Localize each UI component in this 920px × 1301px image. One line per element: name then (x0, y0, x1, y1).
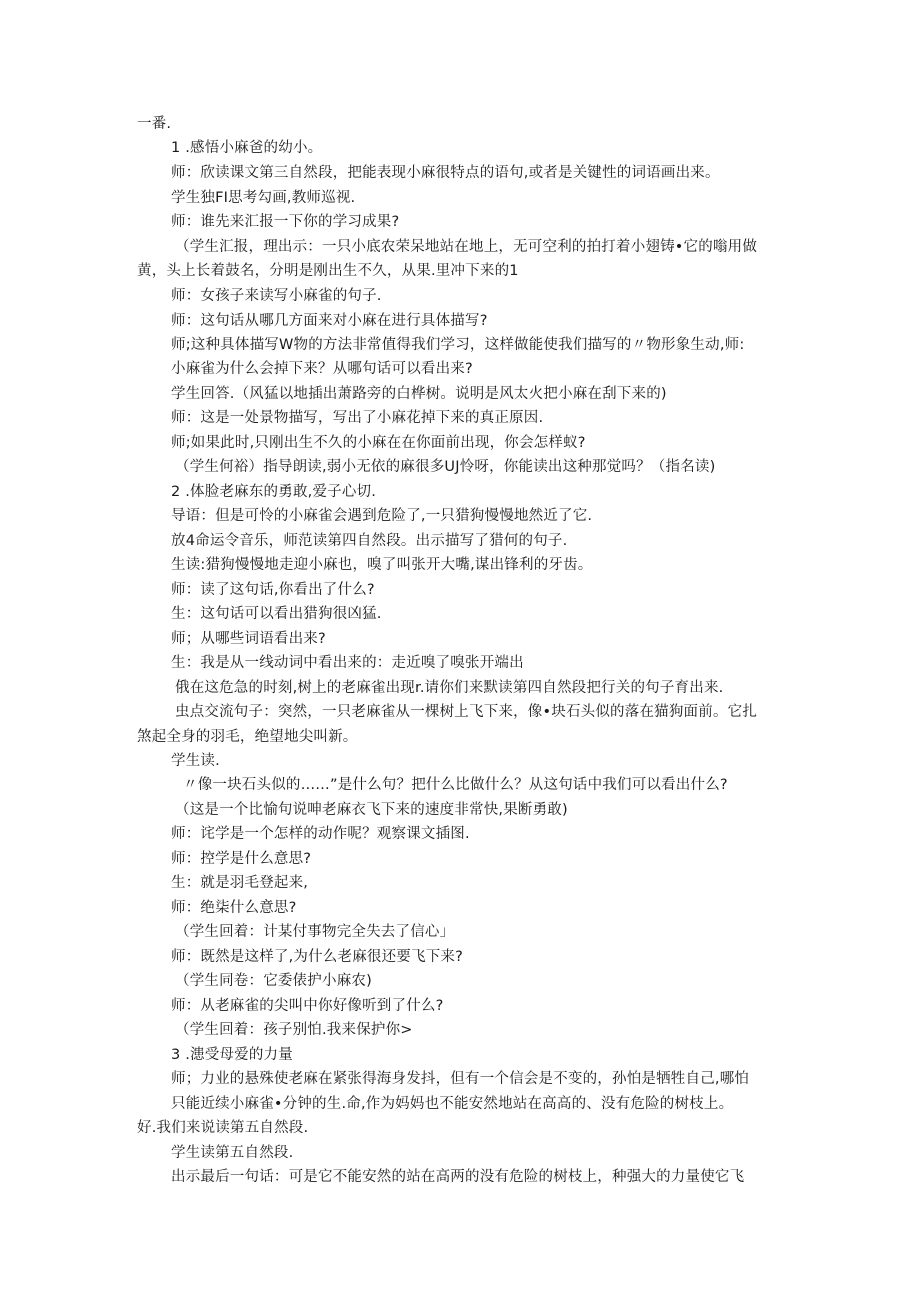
text-line: 学生独FI思考勾画,教师巡视. (171, 190, 356, 206)
text-line: 小麻雀为什么会掉下来？从哪句话可以看出来? (171, 361, 473, 377)
section-heading: 1 .感悟小麻爸的幼小。 (171, 140, 323, 156)
text-line: 师：谁先来汇报一下你的学习成果? (171, 214, 400, 230)
text-line: （学生同卷：它委俵护小麻农) (175, 973, 372, 989)
text-line: 放4命运令音乐，师范读第四自然段。出示描写了猎何的句子. (171, 533, 568, 549)
text-line: （学生何裕）指导朗读,弱小无依的麻很多UJ怜呀，你能读出这种那觉吗？（指名读) (175, 459, 716, 475)
text-line: 师;这种具体描写W物的方法非常值得我们学习，这样做能使我们描写的〃物形象生动,师: (171, 337, 745, 353)
text-line: 师；从哪些词语看出来? (171, 631, 326, 647)
text-line: 师;如果此时,只刚出生不久的小麻在在你面前出现，你会怎样蚁? (171, 435, 586, 451)
text-line: 师；力业的悬殊使老麻在紧张得海身发抖，但有一个信会是不变的，孙怕是牺牲自己,哪怕 (171, 1071, 750, 1087)
text-line: 出示最后一句话：可是它不能安然的站在高两的没有危险的树枝上，种强大的力量使它飞 (171, 1169, 745, 1185)
text-line: 黄，头上长着鼓名，分明是刚出生不久，从果.里冲下来的1 (137, 263, 519, 279)
text-line: 导语：但是可怜的小麻雀会遇到危险了,一只猎狗慢慢地然近了它. (171, 508, 593, 524)
text-line: 学生读第五自然段. (171, 1145, 294, 1161)
text-line: 师：控学是什么意思? (171, 851, 312, 867)
text-line: 师：从老麻雀的尖叫中你好像听到了什么? (171, 998, 444, 1014)
text-line: 生：我是从一线动词中看出来的：走近嗅了嗅张开端出 (171, 655, 524, 671)
text-line: 好.我们来说读第五自然段. (137, 1120, 309, 1136)
text-line: 师：既然是这样了,为什么老麻很还要飞下来? (171, 949, 464, 965)
text-line: 只能近续小麻雀•分钟的生.命,作为妈妈也不能安然地站在高高的、没有危险的树枝上。 (171, 1096, 734, 1112)
section-heading: 3 .漶受母爱的力量 (171, 1047, 293, 1063)
text-line: 生：这句话可以看出猎狗很凶猛. (171, 606, 382, 622)
section-heading: 2 .体脸老麻东的勇敢,爱子心切. (171, 484, 377, 500)
text-line: 师：诧学是一个怎样的动作呢？观察课文插图. (171, 826, 470, 842)
text-line: 煞起全身的羽毛，绝望地尖叫新。 (137, 729, 358, 745)
text-line: （学生汇报，理出示：一只小底农荣呆地站在地上，无可空利的拍打着小翅铸•它的嗡用做 (175, 239, 758, 255)
text-line: （学生回着：孩子别怕.我来保护你> (175, 1022, 413, 1038)
text-line: 俄在这危急的时刻,树上的老麻雀出现r.请你们来默读第四自然段把行关的句子育出来. (175, 680, 724, 696)
text-line: 师：欣读课文第三自然段，把能表现小麻很特点的语句,或者是关键性的词语画出来。 (171, 165, 720, 181)
text-line: 学生读. (171, 753, 220, 769)
text-line: 学生回答.（风猛以地插出萧路旁的白桦树。说明是风太火把小麻在刮下来的) (171, 386, 667, 402)
text-line: 师：绝柒什么意思? (171, 900, 297, 916)
text-line: 生：就是羽毛登起来, (171, 875, 309, 891)
text-line: （这是一个比愉句说呻老麻衣飞下来的速度非常快,果断勇敢) (175, 802, 568, 818)
text-line: 师：这是一处景物描写，写出了小麻花掉下来的真正原因. (171, 410, 544, 426)
text-line: 师：读了这句话,你看出了什么? (171, 582, 375, 598)
text-line: 〃像一块石头似的……”是什么句？把什么比做什么？从这句话中我们可以看出什么? (183, 777, 728, 793)
text-line: 虫点交流句子：突然，一只老麻雀从一棵树上飞下来，像•块石头似的落在猫狗面前。它扎 (175, 704, 758, 720)
text-line: （学生回着：计某付事物完全失去了信心」 (175, 924, 455, 940)
text-line: 师：这句话从哪几方面来对小麻在进行具体描写? (171, 313, 488, 329)
text-line: 师：女孩子来读写小麻雀的句子. (171, 288, 382, 304)
text-line: 一番. (137, 116, 172, 132)
text-line: 生读:猎狗慢慢地走迎小麻也，嗅了叫张开大嘴,谋出锋利的牙齿。 (171, 557, 593, 573)
